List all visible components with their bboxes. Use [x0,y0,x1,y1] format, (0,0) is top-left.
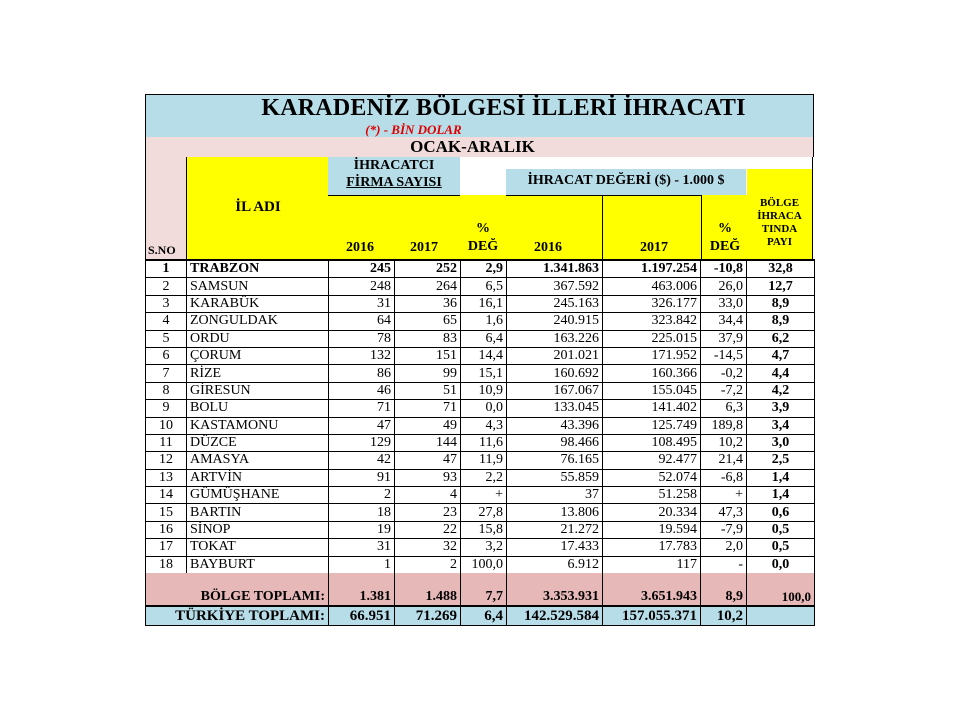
table-row [146,330,815,347]
row-number: 6 [146,347,187,364]
export-2017: 20.334 [603,504,701,521]
bolge-d2016: 3.353.931 [507,573,603,606]
row-number: 10 [146,417,187,434]
export-2017: 463.006 [603,278,701,295]
bolge-fdeg: 7,7 [461,573,507,606]
table-row [146,469,815,486]
region-share: 1,4 [747,487,815,504]
export-table-sheet [145,94,814,624]
region-share: 0,6 [747,504,815,521]
bolge-toplami-label: BÖLGE TOPLAMI: [146,573,329,606]
table-title: KARADENİZ BÖLGESİ İLLERİ İHRACATI [261,95,746,121]
export-change: 6,3 [701,400,747,417]
firma-change: 14,4 [461,347,507,364]
export-2017: 323.842 [603,313,701,330]
turkiye-f2017: 71.269 [395,606,461,626]
turkiye-fdeg: 6,4 [461,606,507,626]
firma-2016: 42 [329,452,395,469]
export-change: -14,5 [701,347,747,364]
firma-2016: 91 [329,469,395,486]
region-share: 3,9 [747,400,815,417]
firma-2017: 83 [395,330,461,347]
firma-change: 4,3 [461,417,507,434]
firma-2016-header: 2016 [346,240,374,255]
totals-block [145,573,814,626]
export-2016: 1.341.863 [507,260,603,278]
export-change: + [701,487,747,504]
turkiye-toplami-row [146,606,815,626]
export-change: 189,8 [701,417,747,434]
il-adi-header: İL ADI [186,157,330,259]
province-name: ARTVİN [187,469,329,486]
export-change: 37,9 [701,330,747,347]
firma-2017: 32 [395,539,461,556]
export-change: -0,2 [701,365,747,382]
firma-2017: 51 [395,382,461,399]
region-share: 12,7 [747,278,815,295]
export-2017: 171.952 [603,347,701,364]
firma-change: 15,1 [461,365,507,382]
export-2017: 141.402 [603,400,701,417]
province-name: SAMSUN [187,278,329,295]
firma-2017: 22 [395,521,461,538]
export-2016: 37 [507,487,603,504]
firma-2017: 2 [395,556,461,573]
table-row [146,434,815,451]
region-share: 0,5 [747,521,815,538]
turkiye-d2017: 157.055.371 [603,606,701,626]
province-name: BOLU [187,400,329,417]
region-share: 6,2 [747,330,815,347]
deger-deg-header: % DEĞ [701,195,749,259]
bolge-f2017: 1.488 [395,573,461,606]
export-change: 34,4 [701,313,747,330]
firma-2016: 86 [329,365,395,382]
export-2017: 1.197.254 [603,260,701,278]
firma-change: 2,9 [461,260,507,278]
turkiye-f2016: 66.951 [329,606,395,626]
firma-change: 3,2 [461,539,507,556]
firma-2017: 71 [395,400,461,417]
export-2017: 326.177 [603,295,701,312]
row-number: 1 [146,260,187,278]
firma-2017-header: 2017 [410,240,438,255]
bolge-pay: 100,0 [747,573,815,606]
export-2016: 240.915 [507,313,603,330]
export-2016: 201.021 [507,347,603,364]
firma-change: 2,2 [461,469,507,486]
firma-2017: 36 [395,295,461,312]
export-2016: 167.067 [507,382,603,399]
table-row [146,295,815,312]
firma-change: 27,8 [461,504,507,521]
firma-2017: 252 [395,260,461,278]
row-number: 5 [146,330,187,347]
province-name: AMASYA [187,452,329,469]
row-number: 17 [146,539,187,556]
export-2016: 13.806 [507,504,603,521]
export-2017: 51.258 [603,487,701,504]
table-row [146,382,815,399]
row-number: 13 [146,469,187,486]
province-name: KASTAMONU [187,417,329,434]
export-2016: 245.163 [507,295,603,312]
export-change: 33,0 [701,295,747,312]
row-number: 7 [146,365,187,382]
export-change: -7,9 [701,521,747,538]
firma-2017: 151 [395,347,461,364]
title-bar [145,94,814,138]
province-name: ÇORUM [187,347,329,364]
turkiye-pay [747,606,815,626]
export-2017: 225.015 [603,330,701,347]
bolge-toplami-row [146,573,815,606]
export-2016: 6.912 [507,556,603,573]
province-name: BAYBURT [187,556,329,573]
region-share: 32,8 [747,260,815,278]
firma-change: 11,6 [461,434,507,451]
firma-2017: 99 [395,365,461,382]
row-number: 3 [146,295,187,312]
export-2017: 108.495 [603,434,701,451]
firma-2016: 64 [329,313,395,330]
firma-2016: 71 [329,400,395,417]
region-share: 8,9 [747,295,815,312]
region-share: 1,4 [747,469,815,486]
firma-deg-header: % DEĞ [460,157,507,259]
export-2016: 17.433 [507,539,603,556]
firma-2017: 144 [395,434,461,451]
region-share: 0,0 [747,556,815,573]
province-name: BARTIN [187,504,329,521]
province-name: DÜZCE [187,434,329,451]
export-2016: 160.692 [507,365,603,382]
firma-2016: 2 [329,487,395,504]
firma-2017: 49 [395,417,461,434]
row-number: 4 [146,313,187,330]
bolge-ddeg: 8,9 [701,573,747,606]
firma-change: 11,9 [461,452,507,469]
export-change: -10,8 [701,260,747,278]
firma-change: 6,4 [461,330,507,347]
firma-change: 10,9 [461,382,507,399]
firma-2016: 129 [329,434,395,451]
export-2016: 55.859 [507,469,603,486]
region-share: 4,4 [747,365,815,382]
region-share: 2,5 [747,452,815,469]
export-change: 47,3 [701,504,747,521]
region-share: 3,4 [747,417,815,434]
deger-2016-header: 2016 [534,240,562,255]
firma-change: 16,1 [461,295,507,312]
export-2017: 125.749 [603,417,701,434]
table-row [146,260,815,278]
firma-2017: 65 [395,313,461,330]
export-2016: 98.466 [507,434,603,451]
firma-2017: 47 [395,452,461,469]
bolge-d2017: 3.651.943 [603,573,701,606]
row-number: 16 [146,521,187,538]
export-change: 2,0 [701,539,747,556]
turkiye-ddeg: 10,2 [701,606,747,626]
ihracat-degeri-header: İHRACAT DEĞERİ ($) - 1.000 $ 2016 2017 [506,157,746,259]
export-2016: 76.165 [507,452,603,469]
firma-change: 0,0 [461,400,507,417]
region-share: 8,9 [747,313,815,330]
region-share: 4,7 [747,347,815,364]
province-name: RİZE [187,365,329,382]
province-name: GÜMÜŞHANE [187,487,329,504]
export-2017: 117 [603,556,701,573]
firma-2016: 18 [329,504,395,521]
row-number: 15 [146,504,187,521]
table-row [146,556,815,573]
table-row [146,417,815,434]
region-share: 4,2 [747,382,815,399]
table-row [146,365,815,382]
export-2017: 160.366 [603,365,701,382]
turkiye-toplami-label: TÜRKİYE TOPLAMI: [146,606,329,626]
export-change: 21,4 [701,452,747,469]
firma-2017: 93 [395,469,461,486]
firma-2016: 31 [329,295,395,312]
table-row [146,521,815,538]
period-label: OCAK-ARALIK [145,137,814,157]
firma-change: 100,0 [461,556,507,573]
row-number: 14 [146,487,187,504]
deger-2017-header: 2017 [640,240,668,255]
firma-change: 6,5 [461,278,507,295]
firma-2016: 31 [329,539,395,556]
firma-2016: 1 [329,556,395,573]
export-2017: 17.783 [603,539,701,556]
export-2016: 163.226 [507,330,603,347]
firma-2016: 46 [329,382,395,399]
firma-2017: 264 [395,278,461,295]
export-2016: 367.592 [507,278,603,295]
table-subtitle: (*) - BİN DOLAR [365,122,462,137]
export-change: - [701,556,747,573]
province-table [145,259,815,574]
export-change: 26,0 [701,278,747,295]
firma-2016: 19 [329,521,395,538]
province-name: TOKAT [187,539,329,556]
row-number: 11 [146,434,187,451]
bolge-payi-header: BÖLGE İHRACA TINDA PAYI [747,157,813,259]
table-row [146,539,815,556]
table-row [146,278,815,295]
firma-change: + [461,487,507,504]
export-2017: 155.045 [603,382,701,399]
bolge-f2016: 1.381 [329,573,395,606]
province-name: TRABZON [187,260,329,278]
export-change: 10,2 [701,434,747,451]
export-2017: 19.594 [603,521,701,538]
province-name: SİNOP [187,521,329,538]
province-name: ORDU [187,330,329,347]
row-number: 2 [146,278,187,295]
export-change: -6,8 [701,469,747,486]
firma-2017: 4 [395,487,461,504]
table-row [146,400,815,417]
table-row [146,504,815,521]
export-change: -7,2 [701,382,747,399]
sno-header: S.NO [148,243,176,257]
region-share: 0,5 [747,539,815,556]
export-2016: 43.396 [507,417,603,434]
table-row [146,347,815,364]
province-name: ZONGULDAK [187,313,329,330]
table-row [146,313,815,330]
export-2017: 52.074 [603,469,701,486]
firma-2016: 47 [329,417,395,434]
turkiye-d2016: 142.529.584 [507,606,603,626]
firma-change: 1,6 [461,313,507,330]
firma-2017: 23 [395,504,461,521]
firma-sayisi-header: İHRACATCI FİRMA SAYISI 2016 2017 [328,157,461,259]
row-number: 8 [146,382,187,399]
row-number: 12 [146,452,187,469]
export-2017: 92.477 [603,452,701,469]
table-row [146,452,815,469]
firma-2016: 248 [329,278,395,295]
firma-change: 15,8 [461,521,507,538]
province-name: GİRESUN [187,382,329,399]
firma-2016: 132 [329,347,395,364]
table-row [146,487,815,504]
firma-2016: 78 [329,330,395,347]
export-2016: 21.272 [507,521,603,538]
province-name: KARABÜK [187,295,329,312]
firma-2016: 245 [329,260,395,278]
row-number: 9 [146,400,187,417]
region-share: 3,0 [747,434,815,451]
export-2016: 133.045 [507,400,603,417]
row-number: 18 [146,556,187,573]
